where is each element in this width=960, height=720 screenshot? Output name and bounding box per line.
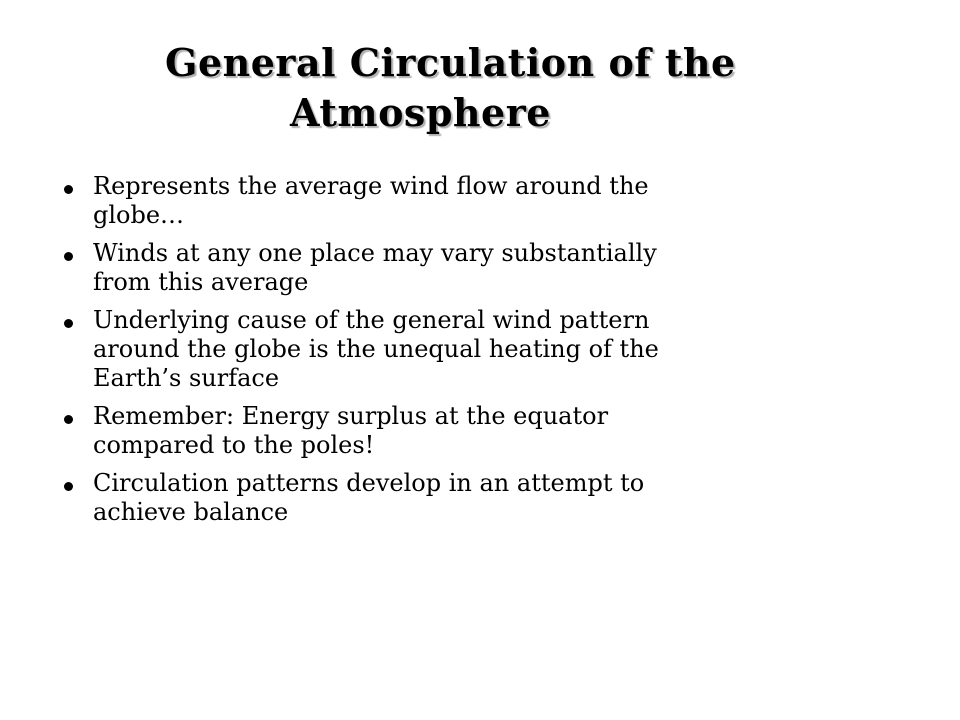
bullet-text-line: Represents the average wind flow around the [93, 172, 649, 200]
bullet-text-line: Remember: Energy surplus at the equator [93, 402, 609, 430]
bullet-item [62, 402, 882, 460]
bullet-text-line: achieve balance [93, 498, 289, 526]
bullet-item [62, 306, 882, 393]
bullet-dot-icon [64, 185, 73, 194]
bullet-text-line: compared to the poles! [93, 431, 375, 459]
bullet-dot-icon [64, 415, 73, 424]
bullet-text-line: Underlying cause of the general wind pattern [93, 306, 650, 334]
slide-title-line: Atmosphere [290, 90, 551, 135]
bullet-dot-icon [64, 482, 73, 491]
slide-title [0, 38, 960, 138]
bullet-dot-icon [64, 252, 73, 261]
bullet-text-line: Circulation patterns develop in an attempt to [93, 469, 645, 497]
bullet-text-line: from this average [93, 268, 309, 296]
bullet-dot-icon [64, 319, 73, 328]
bullet-item [62, 239, 882, 297]
bullet-text-line: globe… [93, 201, 185, 229]
bullet-list [62, 172, 882, 536]
bullet-item [62, 469, 882, 527]
bullet-text-line: Earth’s surface [93, 364, 280, 392]
bullet-text-line: around the globe is the unequal heating of the [93, 335, 659, 363]
bullet-text-line: Winds at any one place may vary substantially [93, 239, 657, 267]
bullet-item [62, 172, 882, 230]
slide-title-line: General Circulation of the [165, 40, 736, 85]
